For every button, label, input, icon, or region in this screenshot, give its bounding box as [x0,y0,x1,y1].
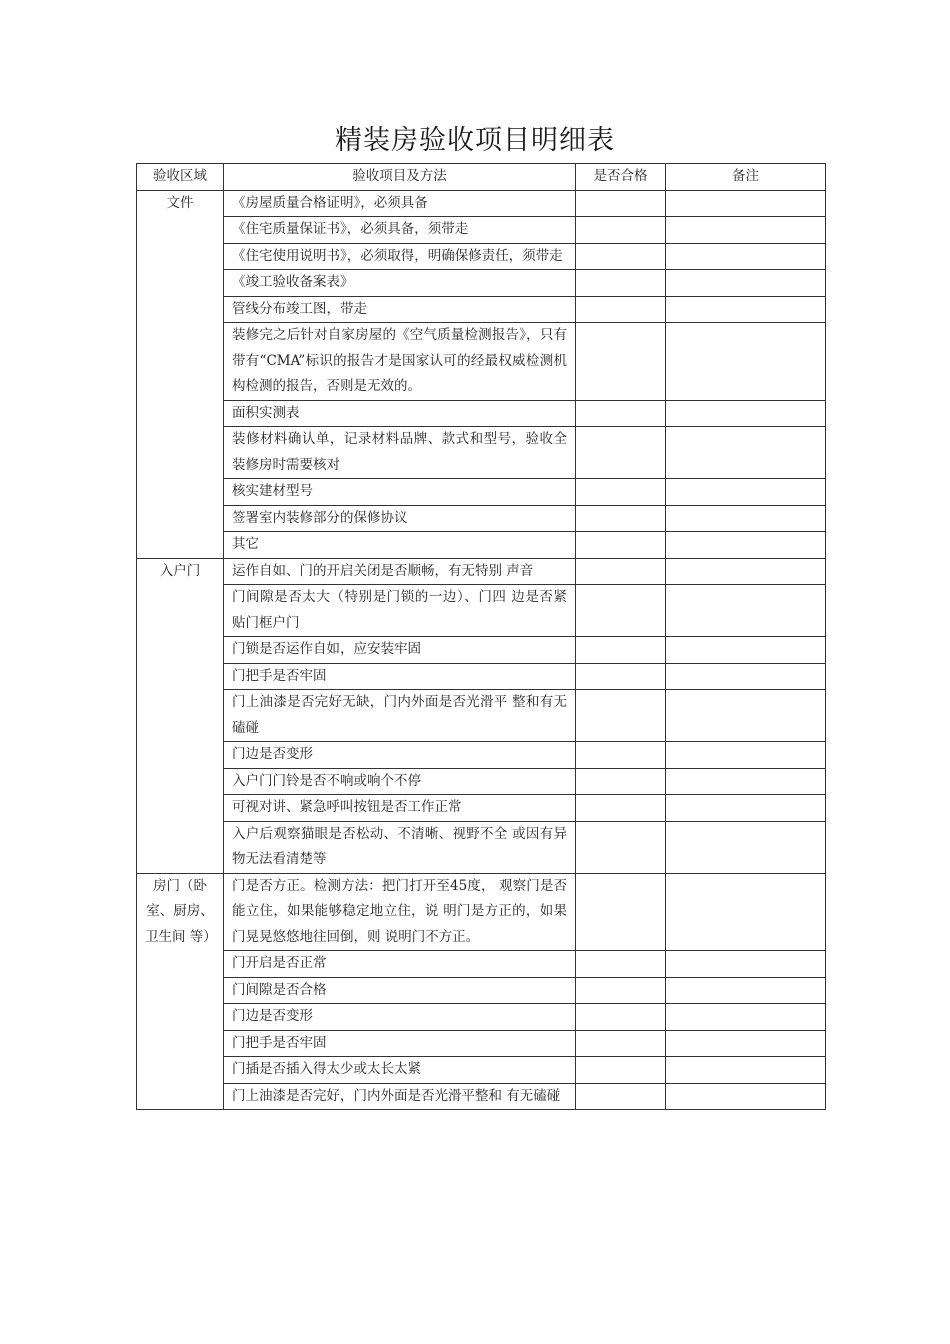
header-note: 备注 [666,164,826,191]
table-row [137,585,826,637]
item-cell: 签署室内装修部分的保修协议 [224,505,576,532]
item-cell: 运作自如、门的开启关闭是否顺畅，有无特别 声音 [224,558,576,585]
page-title: 精装房验收项目明细表 [335,125,615,156]
pass-cell[interactable] [576,296,666,323]
pass-cell[interactable] [576,1083,666,1110]
table-row [137,795,826,822]
note-cell[interactable] [666,532,826,559]
pass-cell[interactable] [576,690,666,742]
note-cell[interactable] [666,217,826,244]
item-cell: 门锁是否运作自如，应安装牢固 [224,637,576,664]
pass-cell[interactable] [576,1057,666,1084]
table-row [137,1030,826,1057]
note-cell[interactable] [666,795,826,822]
note-cell[interactable] [666,951,826,978]
item-cell: 门边是否变形 [224,1004,576,1031]
pass-cell[interactable] [576,558,666,585]
note-cell[interactable] [666,270,826,297]
table-row [137,400,826,427]
pass-cell[interactable] [576,821,666,873]
pass-cell[interactable] [576,977,666,1004]
table-row [137,296,826,323]
item-cell: 面积实测表 [224,400,576,427]
table-row [137,768,826,795]
note-cell[interactable] [666,243,826,270]
note-cell[interactable] [666,1057,826,1084]
table-row [137,532,826,559]
item-cell: 入户后观察猫眼是否松动、不清晰、视野不全 或因有异物无法看清楚等 [224,821,576,873]
table-row [137,479,826,506]
pass-cell[interactable] [576,795,666,822]
table-row [137,558,826,585]
note-cell[interactable] [666,479,826,506]
item-cell: 门是否方正。检测方法：把门打开至45度， 观察门是否能立住，如果能够稳定地立住，说 明门是方正的，如果门晃晃悠悠地往回倒，则 说明门不方正。 [224,873,576,951]
item-cell: 门间隙是否合格 [224,977,576,1004]
table-row [137,1083,826,1110]
item-cell: 《竣工验收备案表》 [224,270,576,297]
pass-cell[interactable] [576,532,666,559]
pass-cell[interactable] [576,479,666,506]
pass-cell[interactable] [576,323,666,401]
table-row [137,977,826,1004]
note-cell[interactable] [666,873,826,951]
item-cell: 门把手是否牢固 [224,1030,576,1057]
note-cell[interactable] [666,821,826,873]
table-row [137,217,826,244]
item-cell: 门上油漆是否完好，门内外面是否光滑平整和 有无磕碰 [224,1083,576,1110]
item-cell: 门上油漆是否完好无缺，门内外面是否光滑平 整和有无磕碰 [224,690,576,742]
note-cell[interactable] [666,296,826,323]
pass-cell[interactable] [576,505,666,532]
note-cell[interactable] [666,663,826,690]
pass-cell[interactable] [576,951,666,978]
pass-cell[interactable] [576,400,666,427]
pass-cell[interactable] [576,873,666,951]
item-cell: 门把手是否牢固 [224,663,576,690]
item-cell: 《住宅使用说明书》，必须取得，明确保修责任，须带走 [224,243,576,270]
table-row [137,243,826,270]
note-cell[interactable] [666,742,826,769]
note-cell[interactable] [666,690,826,742]
pass-cell[interactable] [576,637,666,664]
header-region: 验收区域 [137,164,224,191]
item-cell: 《房屋质量合格证明》，必须具备 [224,190,576,217]
table-row [137,1057,826,1084]
note-cell[interactable] [666,977,826,1004]
note-cell[interactable] [666,585,826,637]
item-cell: 装修材料确认单，记录材料品牌、款式和型号，验收全装修房时需要核对 [224,427,576,479]
table-row [137,663,826,690]
pass-cell[interactable] [576,427,666,479]
item-cell: 可视对讲、紧急呼叫按钮是否工作正常 [224,795,576,822]
note-cell[interactable] [666,190,826,217]
item-cell: 入户门门铃是否不响或响个不停 [224,768,576,795]
note-cell[interactable] [666,1004,826,1031]
region-cell: 入户门 [137,558,224,873]
pass-cell[interactable] [576,768,666,795]
item-cell: 装修完之后针对自家房屋的《空气质量检测报告》，只有带有“CMA”标识的报告才是国家认可的经最权威检测机构检测的报告，否则是无效的。 [224,323,576,401]
note-cell[interactable] [666,400,826,427]
item-cell: 核实建材型号 [224,479,576,506]
item-cell: 门边是否变形 [224,742,576,769]
region-cell: 文件 [137,190,224,558]
table-row [137,323,826,401]
pass-cell[interactable] [576,217,666,244]
item-cell: 管线分布竣工图，带走 [224,296,576,323]
header-item: 验收项目及方法 [224,164,576,191]
table-row [137,427,826,479]
pass-cell[interactable] [576,270,666,297]
header-row [137,164,826,191]
item-cell: 《住宅质量保证书》，必须具备，须带走 [224,217,576,244]
pass-cell[interactable] [576,663,666,690]
note-cell[interactable] [666,768,826,795]
pass-cell[interactable] [576,1004,666,1031]
table-row [137,190,826,217]
note-cell[interactable] [666,637,826,664]
pass-cell[interactable] [576,190,666,217]
note-cell[interactable] [666,1083,826,1110]
table-row [137,637,826,664]
item-cell: 其它 [224,532,576,559]
table-row [137,821,826,873]
item-cell: 门开启是否正常 [224,951,576,978]
note-cell[interactable] [666,1030,826,1057]
table-row [137,873,826,951]
header-pass: 是否合格 [576,164,666,191]
note-cell[interactable] [666,323,826,401]
table-row [137,1004,826,1031]
note-cell[interactable] [666,505,826,532]
table-row [137,690,826,742]
table-row [137,951,826,978]
table-row [137,270,826,297]
note-cell[interactable] [666,427,826,479]
pass-cell[interactable] [576,243,666,270]
table-row [137,505,826,532]
inspection-table [136,163,826,1110]
table-row [137,742,826,769]
pass-cell[interactable] [576,585,666,637]
item-cell: 门间隙是否太大（特别是门锁的一边）、门四 边是否紧贴门框户门 [224,585,576,637]
region-cell: 房门（卧室、厨房、 卫生间 等） [137,873,224,1110]
note-cell[interactable] [666,558,826,585]
item-cell: 门插是否插入得太少或太长太紧 [224,1057,576,1084]
pass-cell[interactable] [576,742,666,769]
pass-cell[interactable] [576,1030,666,1057]
